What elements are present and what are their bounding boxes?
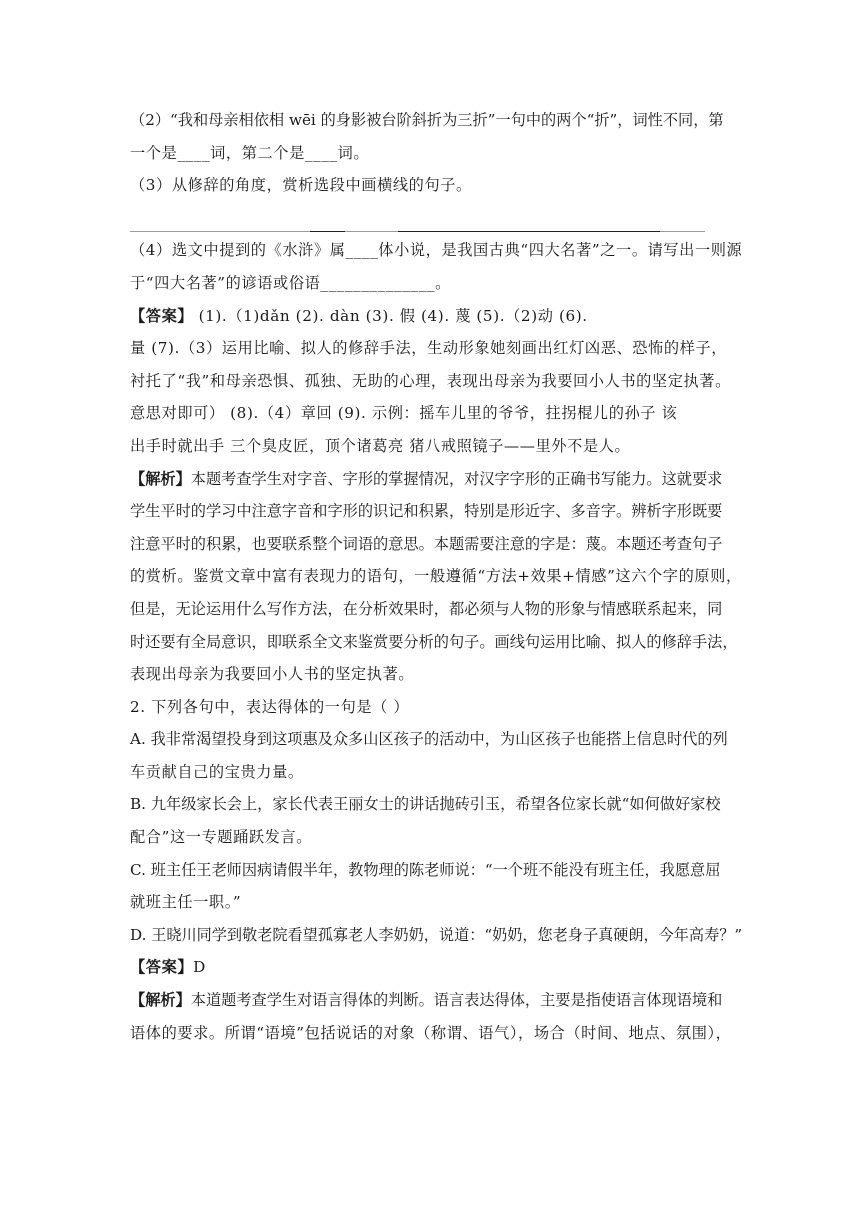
- analysis-heading: 【解析】: [130, 469, 191, 488]
- text-line: 配合”这一专题踊跃发言。: [130, 828, 313, 847]
- text-line: 学生平时的学习中注意字音和字形的识记和积累，特别是形近字、多音字。辨析字形既要: [130, 502, 723, 521]
- answer-heading: 【答案】: [130, 306, 194, 325]
- text-line: 车贡献自己的宝贵力量。: [130, 762, 304, 781]
- text-line: 的赏析。鉴赏文章中富有表现力的语句，一般遵循“方法+效果+情感”这六个字的原则，: [130, 567, 742, 586]
- question-line: 2. 下列各句中，表达得体的一句是（ ）: [130, 697, 410, 716]
- text-line: 出手时就出手 三个臭皮匠，顶个诸葛亮 猪八戒照镜子——里外不是人。: [130, 436, 631, 455]
- analysis-line: 【解析】本道题考查学生对语言得体的判断。语言表达得体，主要是指使语言体现语境和: [130, 991, 723, 1010]
- option-line: D. 王晓川同学到敬老院看望孤寡老人李奶奶，说道：“奶奶，您老身子真硬朗，今年高寿？”: [130, 925, 743, 944]
- text-line: [130, 202, 742, 235]
- analysis-line: 【解析】本题考查学生对字音、字形的掌握情况，对汉字字形的正确书写能力。这就要求: [130, 469, 723, 488]
- text-line: 意思对即可） (8).（4）章回 (9). 示例：摇车儿里的爷爷，拄拐棍儿的孙子 该: [130, 404, 678, 423]
- text-line: 就班主任一职。”: [130, 893, 242, 912]
- answer-line: 【答案】 (1).（1)dǎn (2). dàn (3). 假 (4). 蔑 (5).（2)动 (6).: [130, 306, 588, 325]
- text-line: （2）“我和母亲相依相 wēi 的身影被台阶斜折为三折”一句中的两个“折”，词性不同，第: [130, 111, 724, 129]
- analysis-heading: 【解析】: [130, 991, 191, 1010]
- text-line: 量 (7).（3）运用比喻、拟人的修辞手法，生动形象她刻画出红灯凶恶、恐怖的样子，: [130, 339, 727, 358]
- answer-line: 【答案】D: [130, 958, 206, 977]
- answer-heading: 【答案】: [130, 958, 194, 977]
- option-line: C. 班主任王老师因病请假半年，教物理的陈老师说：“一个班不能没有班主任，我愿意屈: [130, 860, 721, 879]
- text-line: 于“四大名著”的谚语或俗语______________。: [130, 273, 451, 292]
- text-line: 衬托了“我”和母亲恐惧、孤独、无助的心理，表现出母亲为我要回小人书的坚定执著。: [130, 371, 731, 390]
- text-line: 表现出母亲为我要回小人书的坚定执著。: [130, 665, 415, 684]
- text-line: （4）选文中提到的《水浒》属____体小说，是我国古典“四大名著”之一。请写出一则源: [130, 241, 743, 260]
- text-line: 但是，无论运用什么写作方法，在分析效果时，都必须与人物的形象与情感联系起来，同: [130, 599, 723, 618]
- text-line: 一个是____词，第二个是____词。: [130, 143, 370, 162]
- text-line: 语体的要求。所谓“语境”包括说话的对象（称谓、语气），场合（时间、地点、氛围），: [130, 1023, 732, 1042]
- option-line: B. 九年级家长会上，家长代表王丽女士的讲话抛砖引玉，希望各位家长就“如何做好家校: [130, 795, 721, 814]
- document-body: [130, 104, 742, 1049]
- text-line: 注意平时的积累，也要联系整个词语的意思。本题需要注意的字是：蔑。本题还考查句子: [130, 534, 723, 553]
- text-line: 时还要有全局意识，即联系全文来鉴赏要分析的句子。画线句运用比喻、拟人的修辞手法，: [130, 632, 738, 651]
- text-line: （3）从修辞的角度，赏析选段中画横线的句子。: [130, 176, 472, 195]
- option-line: A. 我非常渴望投身到这项惠及众多山区孩子的活动中，为山区孩子也能搭上信息时代的列: [130, 730, 728, 749]
